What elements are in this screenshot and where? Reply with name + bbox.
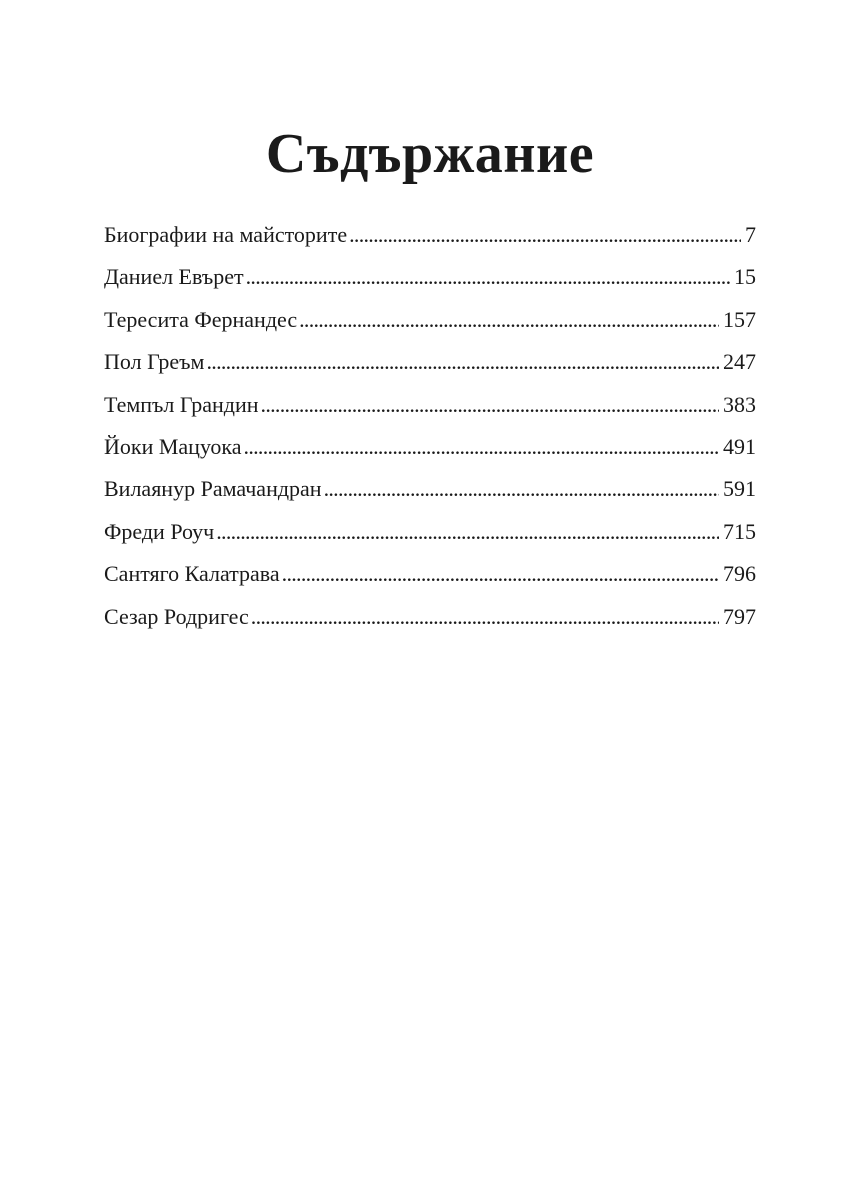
toc-entry — [104, 511, 756, 553]
toc-entry-label: Сантяго Калатрава — [104, 561, 280, 587]
toc-dot-leader — [251, 596, 719, 638]
toc-entry — [104, 426, 756, 468]
toc-entry-label: Йоки Мацуока — [104, 433, 242, 459]
toc-entry-page-number: 797 — [723, 603, 756, 629]
toc-dot-leader — [246, 256, 730, 298]
toc-entry — [104, 214, 756, 256]
toc-entry — [104, 341, 756, 383]
toc-dot-leader — [349, 214, 741, 256]
toc-entry-page-number: 383 — [723, 391, 756, 417]
toc-entry-label: Пол Греъм — [104, 349, 205, 375]
toc-dot-leader — [244, 426, 719, 468]
toc-entry — [104, 384, 756, 426]
toc-entry-page-number: 796 — [723, 561, 756, 587]
toc-entry — [104, 299, 756, 341]
toc-entry-label: Биографии на майсторите — [104, 222, 348, 247]
toc-entry — [104, 468, 756, 510]
toc-entry-page-number: 15 — [734, 264, 756, 290]
toc-entry-label: Тересита Фернандес — [104, 306, 298, 332]
toc-entry-label: Темпъл Грандин — [104, 391, 259, 417]
toc-dot-leader — [282, 553, 719, 595]
toc-entry-label: Вилаянур Рамачандран — [104, 476, 322, 502]
toc-entry-page-number: 7 — [745, 222, 756, 247]
toc-entry-page-number: 491 — [723, 433, 756, 459]
table-of-contents — [104, 214, 756, 638]
toc-entry-page-number: 157 — [723, 306, 756, 332]
toc-dot-leader — [324, 468, 719, 510]
toc-entry-page-number: 591 — [723, 476, 756, 502]
toc-entry-page-number: 715 — [723, 518, 756, 544]
page-title: Съдържание — [265, 123, 595, 185]
toc-dot-leader — [216, 511, 719, 553]
toc-entry — [104, 596, 756, 638]
toc-dot-leader — [299, 299, 719, 341]
toc-entry — [104, 256, 756, 298]
toc-entry-label: Даниел Евърет — [104, 264, 244, 290]
toc-entry-page-number: 247 — [723, 349, 756, 375]
toc-entry-label: Фреди Роуч — [104, 518, 215, 544]
toc-entry-label: Сезар Родригес — [104, 603, 249, 629]
toc-dot-leader — [261, 384, 719, 426]
toc-entry — [104, 553, 756, 595]
toc-dot-leader — [206, 341, 719, 383]
